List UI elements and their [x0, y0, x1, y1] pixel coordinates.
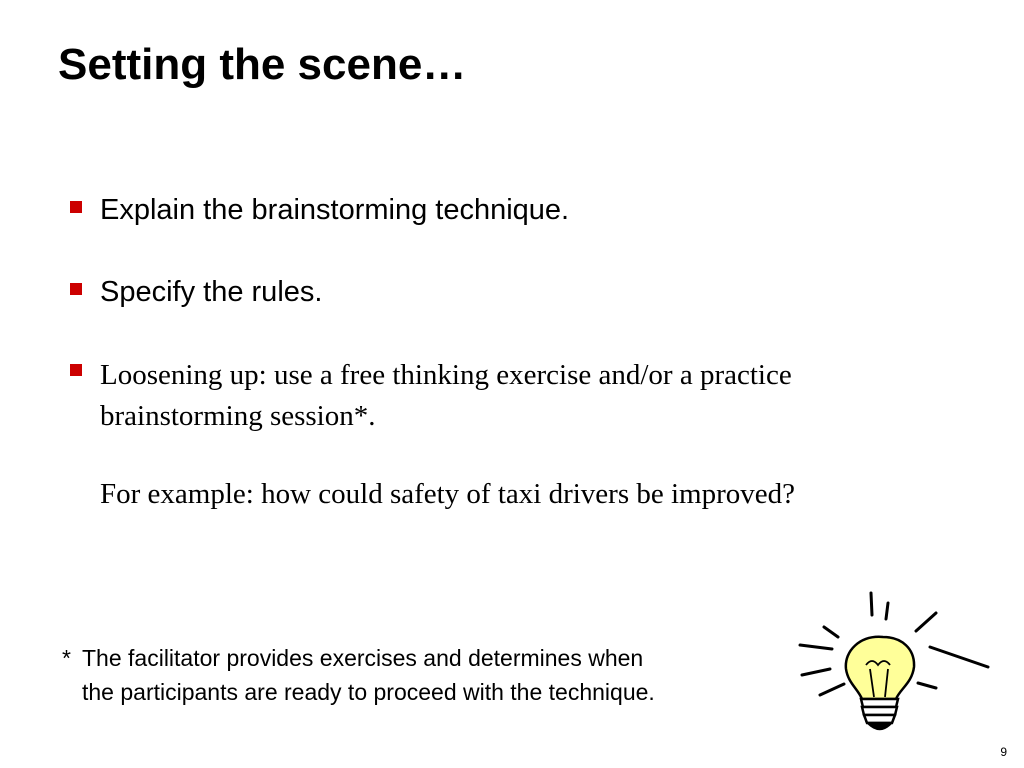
slide-title: Setting the scene…: [58, 40, 467, 89]
footnote-marker: *: [62, 645, 71, 671]
footnote: [62, 641, 655, 709]
bullet-item: [70, 275, 322, 309]
bullet-square-icon: [70, 201, 82, 213]
footnote-text: The facilitator provides exercises and determines when the participants are ready to proceed with the technique.: [82, 645, 655, 705]
bullet-text: Explain the brainstorming technique.: [100, 194, 570, 226]
bullet-text: Loosening up: use a free thinking exercise and/or a practice brainstorming session*.: [100, 359, 792, 432]
page-number: 9: [1000, 745, 1007, 759]
bullet-square-icon: [70, 364, 82, 376]
bullet-item: [70, 193, 569, 227]
example-text: For example: how could safety of taxi drivers be improved?: [100, 478, 795, 510]
lightbulb-icon: [788, 585, 993, 735]
bullet-square-icon: [70, 283, 82, 295]
bullet-item: [70, 355, 950, 437]
bullet-text: Specify the rules.: [100, 276, 323, 308]
